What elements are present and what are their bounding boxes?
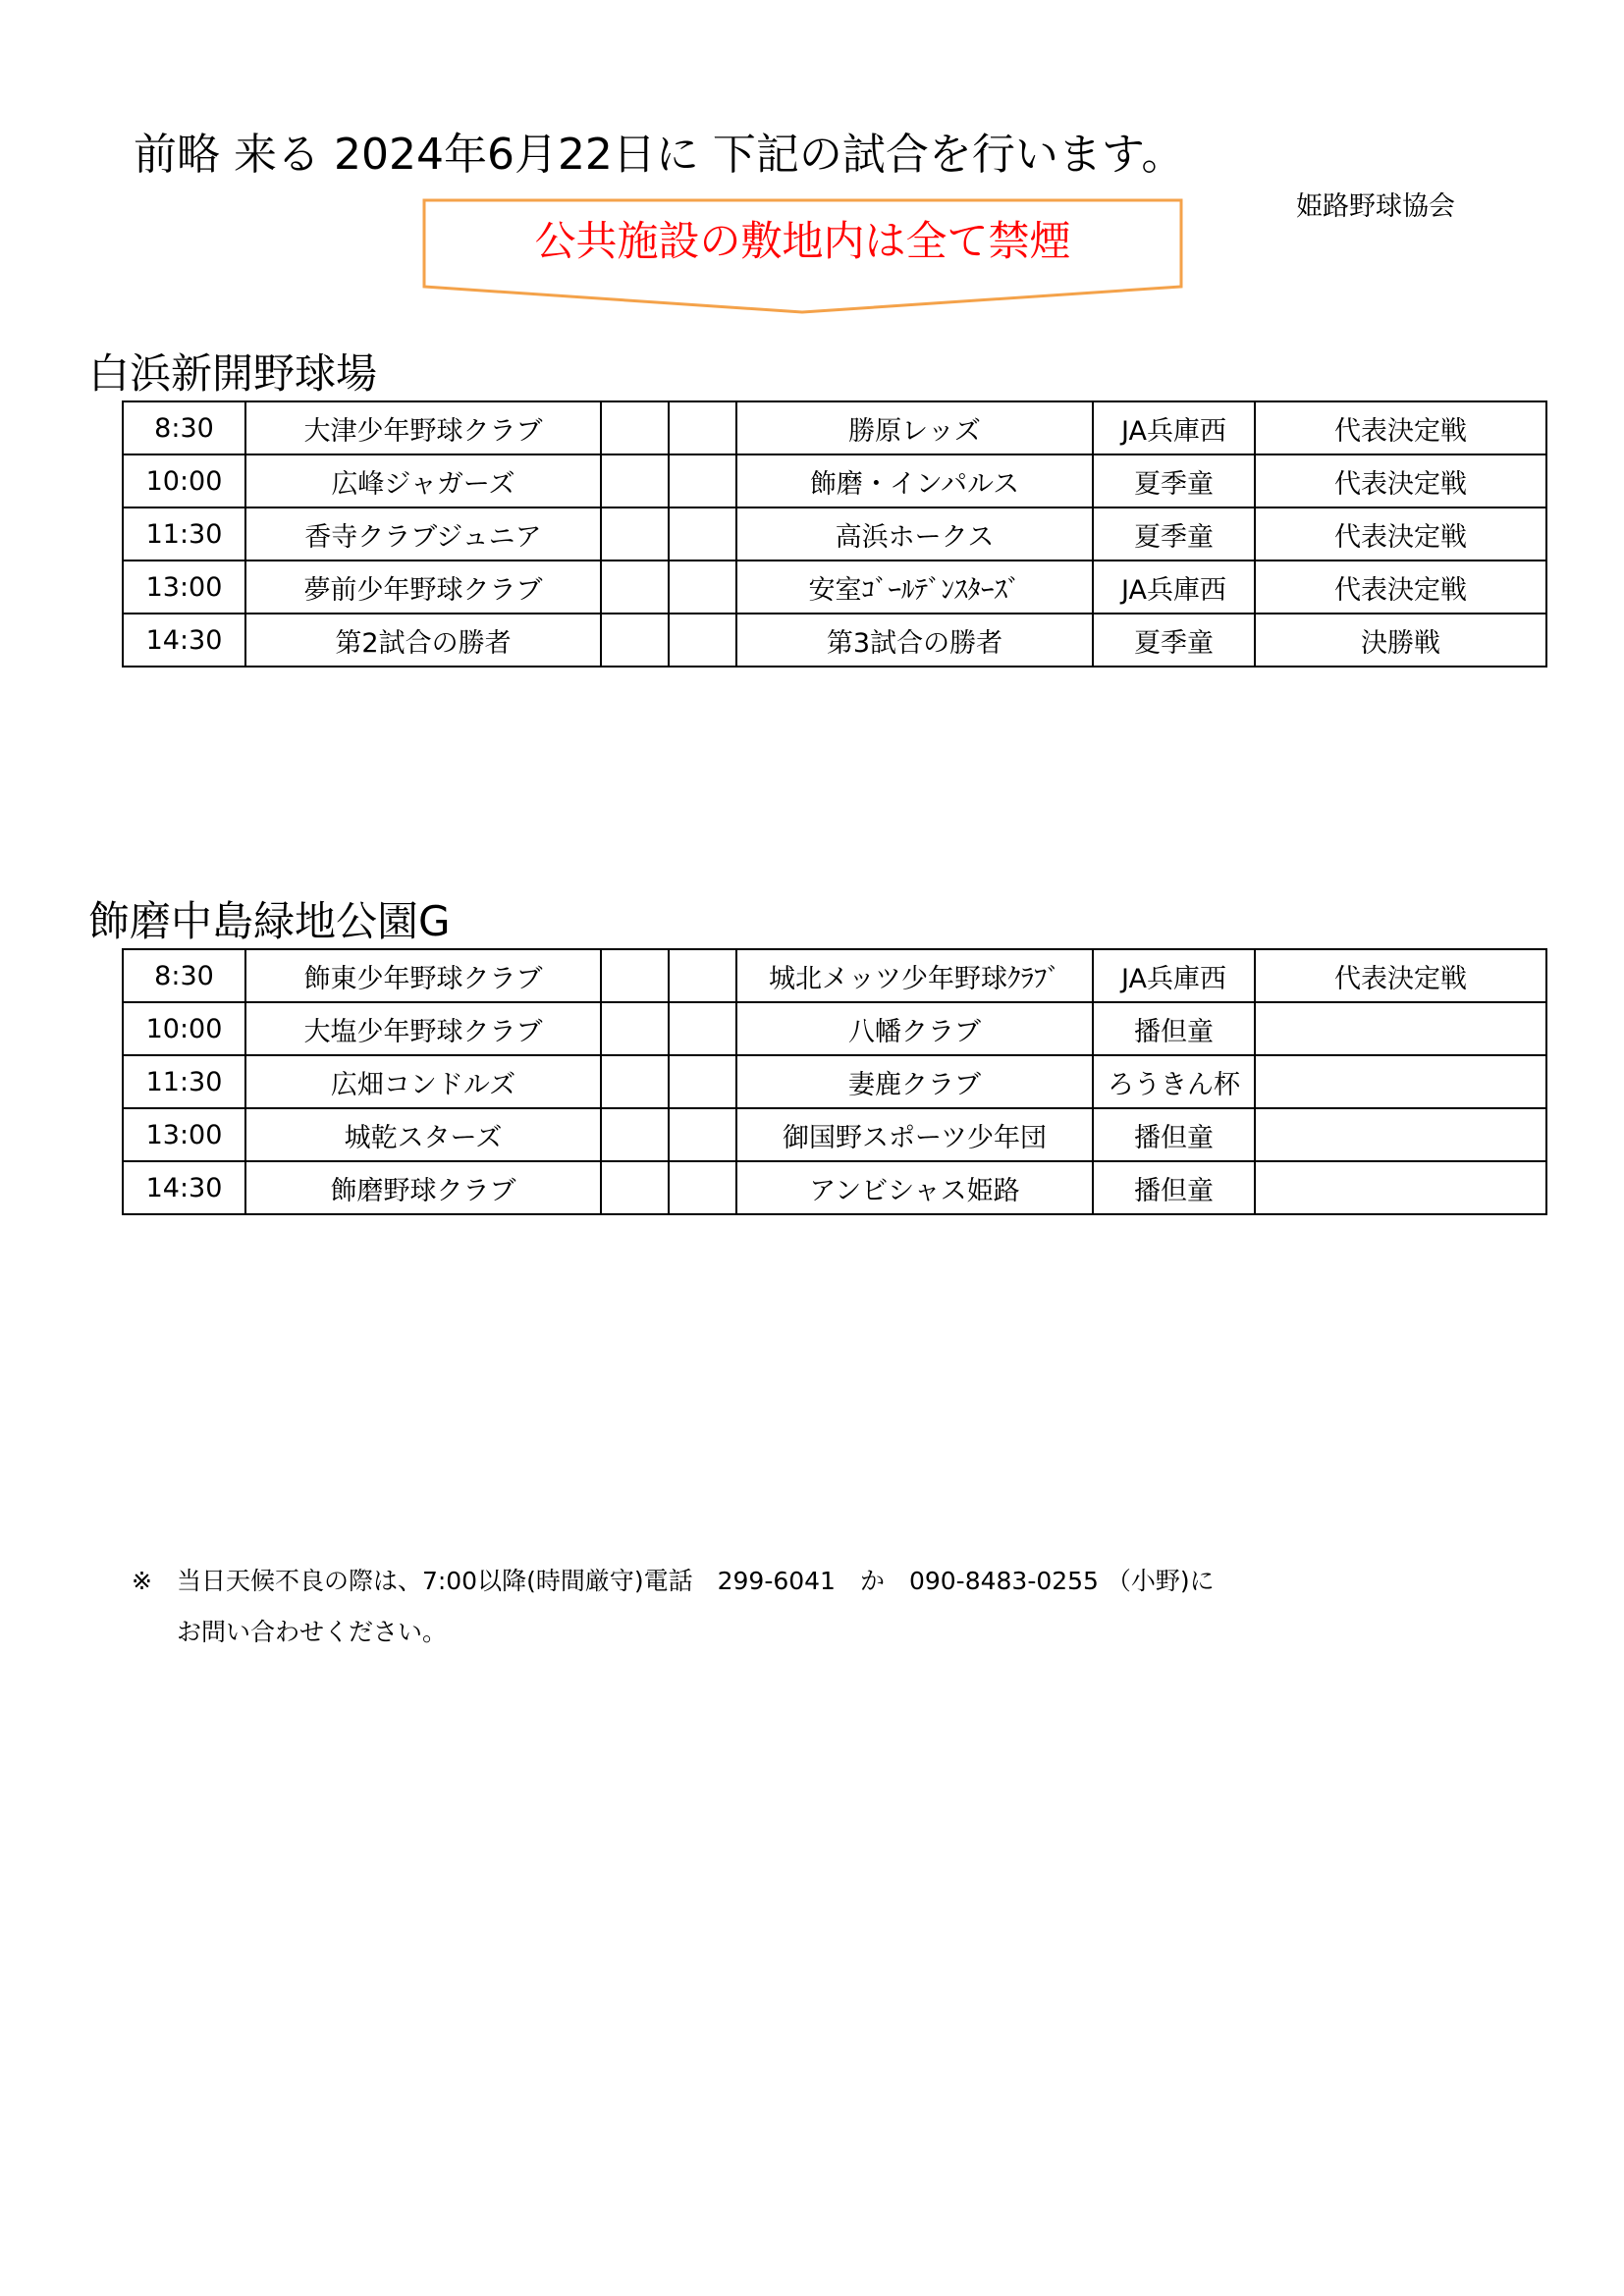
schedule-table-shirahama <box>122 400 1547 667</box>
team1-cell: 大塩少年野球クラブ <box>245 1002 601 1055</box>
team2-cell: 勝原レッズ <box>736 401 1093 454</box>
team1-cell: 香寺クラブジュニア <box>245 507 601 561</box>
referee-cell: 夏季童 <box>1093 507 1255 561</box>
referee-cell: 播但童 <box>1093 1161 1255 1214</box>
team2-cell: 御国野スポーツ少年団 <box>736 1108 1093 1161</box>
note-cell: 決勝戦 <box>1255 614 1546 667</box>
note-cell <box>1255 1002 1546 1055</box>
referee-cell: 夏季童 <box>1093 614 1255 667</box>
table-row <box>123 1108 1546 1161</box>
note-cell: 代表決定戦 <box>1255 454 1546 507</box>
greeting-text: 前略 来る 2024年6月22日に 下記の試合を行います。 <box>134 130 1185 180</box>
table-row <box>123 949 1546 1002</box>
score1-cell <box>601 561 669 614</box>
score2-cell <box>669 614 736 667</box>
team1-cell: 夢前少年野球クラブ <box>245 561 601 614</box>
note-cell: 代表決定戦 <box>1255 401 1546 454</box>
table-row <box>123 1161 1546 1214</box>
team1-cell: 飾磨野球クラブ <box>245 1161 601 1214</box>
referee-cell: 夏季童 <box>1093 454 1255 507</box>
score1-cell <box>601 401 669 454</box>
table-row <box>123 1002 1546 1055</box>
referee-cell: JA兵庫西 <box>1093 561 1255 614</box>
banner-text: 公共施設の敷地内は全て禁煙 <box>534 217 1071 265</box>
team2-cell: 高浜ホークス <box>736 507 1093 561</box>
table-row <box>123 454 1546 507</box>
score1-cell <box>601 1108 669 1161</box>
venue-title-shirahama: 白浜新開野球場 <box>88 349 378 398</box>
note-cell <box>1255 1161 1546 1214</box>
referee-cell: JA兵庫西 <box>1093 401 1255 454</box>
team2-cell: アンビシャス姫路 <box>736 1161 1093 1214</box>
score2-cell <box>669 561 736 614</box>
weather-contact-note-continued: お問い合わせください。 <box>177 1618 448 1646</box>
time-cell: 13:00 <box>123 561 245 614</box>
no-smoking-banner <box>422 198 1183 314</box>
score2-cell <box>669 949 736 1002</box>
weather-contact-note: ※ 当日天候不良の際は、7:00以降(時間厳守)電話 299-6041 か 090-8483-0255 （小野)に <box>132 1567 1215 1595</box>
note-cell: 代表決定戦 <box>1255 561 1546 614</box>
score2-cell <box>669 1108 736 1161</box>
time-cell: 8:30 <box>123 949 245 1002</box>
team1-cell: 広畑コンドルズ <box>245 1055 601 1108</box>
time-cell: 11:30 <box>123 1055 245 1108</box>
team2-cell: 安室ｺﾞｰﾙﾃﾞﾝｽﾀｰｽﾞ <box>736 561 1093 614</box>
note-cell: 代表決定戦 <box>1255 507 1546 561</box>
team1-cell: 大津少年野球クラブ <box>245 401 601 454</box>
note-cell <box>1255 1055 1546 1108</box>
score2-cell <box>669 507 736 561</box>
score1-cell <box>601 454 669 507</box>
score2-cell <box>669 1055 736 1108</box>
score1-cell <box>601 949 669 1002</box>
team2-cell: 城北メッツ少年野球ｸﾗﾌﾞ <box>736 949 1093 1002</box>
organization-name: 姫路野球協会 <box>1296 191 1455 222</box>
table-row <box>123 1055 1546 1108</box>
time-cell: 14:30 <box>123 1161 245 1214</box>
team1-cell: 広峰ジャガーズ <box>245 454 601 507</box>
team1-cell: 城乾スターズ <box>245 1108 601 1161</box>
score1-cell <box>601 1055 669 1108</box>
table-row <box>123 561 1546 614</box>
referee-cell: ろうきん杯 <box>1093 1055 1255 1108</box>
team2-cell: 第3試合の勝者 <box>736 614 1093 667</box>
score2-cell <box>669 1002 736 1055</box>
table-row <box>123 614 1546 667</box>
time-cell: 10:00 <box>123 454 245 507</box>
team2-cell: 飾磨・インパルス <box>736 454 1093 507</box>
team2-cell: 妻鹿クラブ <box>736 1055 1093 1108</box>
referee-cell: JA兵庫西 <box>1093 949 1255 1002</box>
table-row <box>123 401 1546 454</box>
time-cell: 11:30 <box>123 507 245 561</box>
score2-cell <box>669 1161 736 1214</box>
time-cell: 10:00 <box>123 1002 245 1055</box>
time-cell: 8:30 <box>123 401 245 454</box>
score2-cell <box>669 401 736 454</box>
score2-cell <box>669 454 736 507</box>
time-cell: 14:30 <box>123 614 245 667</box>
table-row <box>123 507 1546 561</box>
score1-cell <box>601 1161 669 1214</box>
referee-cell: 播但童 <box>1093 1108 1255 1161</box>
score1-cell <box>601 614 669 667</box>
score1-cell <box>601 507 669 561</box>
score1-cell <box>601 1002 669 1055</box>
time-cell: 13:00 <box>123 1108 245 1161</box>
team1-cell: 第2試合の勝者 <box>245 614 601 667</box>
note-cell: 代表決定戦 <box>1255 949 1546 1002</box>
team1-cell: 飾東少年野球クラブ <box>245 949 601 1002</box>
venue-title-shikama: 飾磨中島緑地公園G <box>88 897 451 945</box>
schedule-table-shikama <box>122 948 1547 1215</box>
referee-cell: 播但童 <box>1093 1002 1255 1055</box>
note-cell <box>1255 1108 1546 1161</box>
team2-cell: 八幡クラブ <box>736 1002 1093 1055</box>
